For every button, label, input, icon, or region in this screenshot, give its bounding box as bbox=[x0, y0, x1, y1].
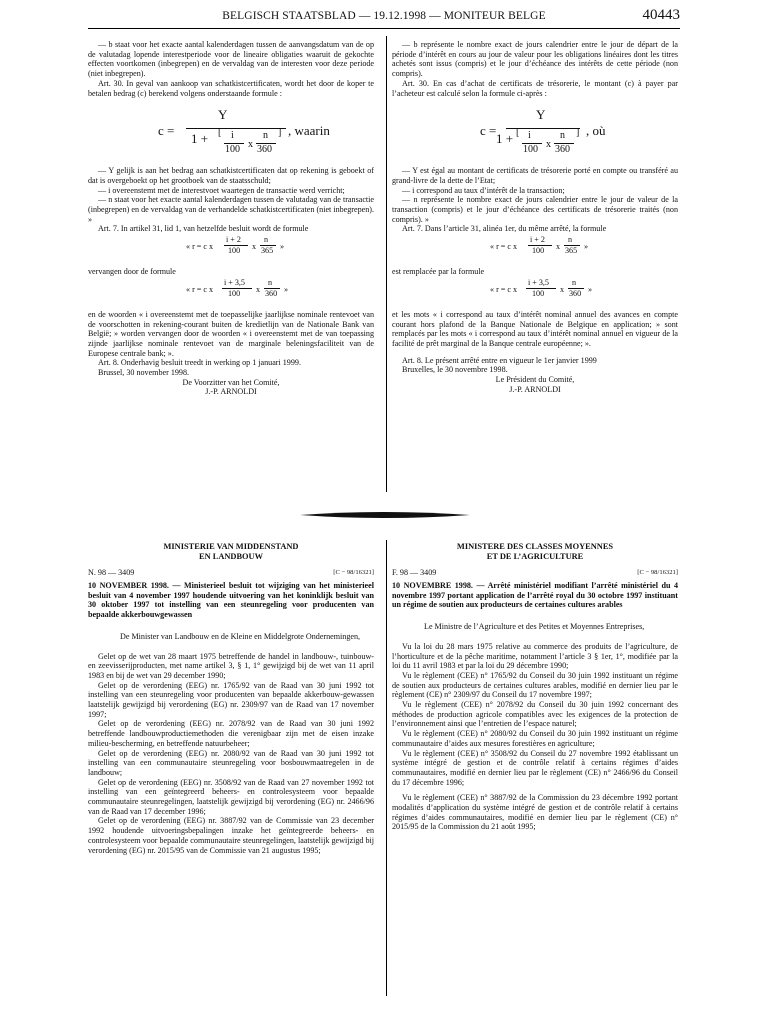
publication-number-row bbox=[392, 568, 678, 579]
paragraph: en de woorden « i overeenstemt met de toepasselijke jaarlijkse nominale rentevoet van de voorschotten in rekening-courant buiten de kredietlijn van de Nationale Bank van België; » worden vervangen door de woorden « i overeenstemt met de van toepassing zijnde jaarlijkse nominale rentevoet van de marginale beleningsfaciliteit van de Europese centrale bank; ». bbox=[88, 309, 374, 358]
paragraph: Art. 8. Onderhavig besluit treedt in werking op 1 januari 1999. bbox=[98, 358, 301, 368]
french-column-top bbox=[392, 40, 678, 394]
publication-number: F. 98 — 3409 bbox=[392, 568, 437, 577]
paragraph: Vu le règlement (CEE) n° 3887/92 de la Commission du 23 décembre 1992 portant modalités d’application du système intégré de gestion et de contrôle relatif à certains régimes d’aides communautaires, modifié en dernier lieu par le règlement (CE) n° 2015/95 de la Commission du 21 août 1995; bbox=[392, 793, 678, 832]
paragraph: Vu le règlement (CEE) n° 1765/92 du Conseil du 30 juin 1992 instituant un régime de soutien aux producteurs de certaines cultures arables, modifié en dernier lieu par le règlement (CE) n° 2309/97 du Conseil du 17 novembre 1997; bbox=[392, 670, 678, 700]
publication-number-row bbox=[88, 568, 374, 579]
signature-name: J.-P. ARNOLDI bbox=[205, 387, 257, 397]
paragraph: Vu le règlement (CEE) n° 2080/92 du Conseil du 30 juin 1992 instituant un régime communautaire d’aides aux mesures forestières en agriculture; bbox=[392, 729, 678, 748]
paragraph: Gelet op de verordening (EEG) nr. 3508/92 van de Raad van 27 november 1992 tot instelling van een geïntegreerd beheers- en controlesysteem voor bepaalde communautaire steunregelingen, laatstelijk gewijzigd bij verordening (EG) nr. 2466/96 van de Raad van 17 december 1996; bbox=[88, 777, 374, 816]
paragraph: Gelet op de wet van 28 maart 1975 betreffende de handel in landbouw-, tuinbouw- en zeevisserijproducten, met name artikel 3, § 1, 1° gewijzigd bij de wet van 11 april 1983 en bij de wet van 29 december 1990; bbox=[88, 651, 374, 680]
column-divider-top bbox=[386, 36, 387, 492]
minister-line: Le Ministre de l’Agriculture et des Petites et Moyennes Entreprises, bbox=[424, 622, 645, 632]
paragraph: est remplacée par la formule bbox=[392, 267, 485, 277]
ministry-name: MINISTERIE VAN MIDDENSTAND bbox=[163, 542, 299, 551]
formula-r-new: « r = c x i + 3,5 100 x n 360 » bbox=[490, 277, 593, 298]
paragraph: vervangen door de formule bbox=[88, 267, 176, 277]
publication-number: N. 98 — 3409 bbox=[88, 568, 135, 577]
signature-name: J.-P. ARNOLDI bbox=[509, 384, 561, 394]
paragraph: Gelet op de verordening (EEG) nr. 2080/92 van de Raad van 30 juni 1992 tot instelling van een communautaire steunregeling voor bosbouwmaatregelen in de landbouw; bbox=[88, 748, 374, 777]
ministry-name: MINISTERE DES CLASSES MOYENNES bbox=[456, 542, 614, 551]
reference-code: [C − 98/16321] bbox=[637, 569, 678, 576]
paragraph: Vu le règlement (CEE) n° 2078/92 du Conseil du 30 juin 1992 concernant des méthodes de production agricole compatibles avec les exigences de la protection de l’environnement ainsi que l’entretien de l’espace naturel; bbox=[392, 700, 678, 729]
column-divider-bottom bbox=[386, 540, 387, 996]
header-title: BELGISCH STAATSBLAD — 19.12.1998 — MONITEUR BELGE bbox=[222, 10, 546, 22]
ministry-name-line2: EN LANDBOUW bbox=[199, 552, 263, 561]
paragraph: Brussel, 30 november 1998. bbox=[98, 368, 190, 378]
signature-title: Le Président du Comité, bbox=[495, 375, 575, 385]
dutch-column-bottom bbox=[88, 542, 374, 855]
signature-title: De Voorzitter van het Comité, bbox=[182, 377, 280, 387]
paragraph: — n staat voor het exacte aantal kalenderdagen tussen de valutadag van de transactie (inbegrepen) en de vervaldag van de verhandelde schatkistcertificaten (niet inbegrepen). » bbox=[88, 195, 374, 224]
french-column-bottom bbox=[392, 542, 678, 832]
ministry-name-line2: ET DE L’AGRICULTURE bbox=[486, 552, 584, 561]
decree-title: 10 NOVEMBER 1998. — Ministerieel besluit tot wijziging van het ministerieel besluit van 4 november 1997 houdende uitvoering van het koninklijk besluit van 30 oktober 1997 tot instelling van een steunregeling voor producenten van bepaalde akkerbouwgewassen bbox=[88, 581, 374, 620]
paragraph: Art. 30. En cas d’achat de certificats de trésorerie, le montant (c) à payer par l’acheteur est calculé selon la formule ci-après : bbox=[392, 78, 678, 98]
formula-r-new: « r = c x i + 3,5 100 x n 360 » bbox=[186, 277, 289, 298]
paragraph: — b staat voor het exacte aantal kalenderdagen tussen de aanvangsdatum van de op de valutadag lopende interestperiode voor de lineaire obligaties waaruit de gekochte effecten voortkomen (inbegrepen) en de vervaldag van de interesten voor deze periode (niet inbegrepen). bbox=[88, 40, 374, 79]
formula-c: c = Y 1 + [ i n x 100 360 ] , où bbox=[480, 107, 606, 156]
paragraph: Gelet op de verordening (EEG) nr. 1765/92 van de Raad van 30 juni 1992 tot instelling van een steunregeling voor producenten van bepaalde akkerbouw-gewassen laatstelijk gewijzigd bij verordening (EG) nr. 2309/97 van de Raad van 17 november 1997; bbox=[88, 680, 374, 719]
paragraph: — n représente le nombre exact de jours calendrier entre le jour de valeur de la transaction (compris) et le jour d’échéance des certificats de trésorerie traités (non compris). » bbox=[392, 195, 678, 224]
reference-code: [C − 98/16321] bbox=[333, 569, 374, 576]
paragraph: — i overeenstemt met de interestvoet waartegen de transactie werd verricht; bbox=[98, 185, 345, 195]
paragraph: Art. 7. In artikel 31, lid 1, van hetzelfde besluit wordt de formule bbox=[98, 224, 309, 234]
dutch-column-top bbox=[88, 40, 374, 397]
formula-c: c = Y 1 + [ i n x 100 360 ] , waarin bbox=[158, 107, 330, 156]
paragraph: — b représente le nombre exact de jours calendrier entre le jour de départ de la période d’intérêt en cours au jour de valeur pour les obligations linéaires dont les titres achetés sont issus (compris) et le jour d’échéance des intérêts de cette période (non compris). bbox=[392, 40, 678, 79]
page-number: 40443 bbox=[642, 7, 680, 23]
minister-line: De Minister van Landbouw en de Kleine en Middelgrote Ondernemingen, bbox=[120, 631, 361, 641]
page-header bbox=[88, 6, 680, 29]
formula-r-old: « r = c x i + 2 100 x n 365 » bbox=[490, 235, 589, 256]
paragraph: Bruxelles, le 30 novembre 1998. bbox=[402, 365, 508, 375]
formula-r-old: « r = c x i + 2 100 x n 365 » bbox=[186, 235, 285, 256]
paragraph: Gelet op de verordening (EEG) nr. 2078/92 van de Raad van 30 juni 1992 betreffende landbouwproductiemethoden die verenigbaar zijn met de eisen inzake milieu-bescherming, en betreffende natuurbeheer; bbox=[88, 719, 374, 748]
section-divider-ornament bbox=[300, 508, 470, 522]
paragraph: — i correspond au taux d’intérêt de la transaction; bbox=[402, 185, 565, 195]
paragraph: Art. 7. Dans l’article 31, alinéa 1er, du même arrêté, la formule bbox=[402, 224, 607, 234]
paragraph: — Y gelijk is aan het bedrag aan schatkistcertificaten dat op rekening is geboekt of dat is overgeboekt op het grootboek van de staatsschuld; bbox=[88, 166, 374, 185]
decree-title: 10 NOVEMBRE 1998. — Arrêté ministériel modifiant l’arrêté ministériel du 4 novembre 1997 portant application de l’arrêté royal du 30 octobre 1997 instituant un régime de soutien aux producteurs de certaines cultures arables bbox=[392, 581, 678, 610]
paragraph: Gelet op de verordening (EEG) nr. 3887/92 van de Commissie van 23 december 1992 houdende uitvoeringsbepalingen inzake het geïntegreerde beheers- en controlesysteem voor bepaalde communautaire steunregelingen, laatstelijk gewijzigd bij verordening (EG) nr. 2015/95 van de Commissie van 21 augustus 1995; bbox=[88, 816, 374, 855]
paragraph: Vu la loi du 28 mars 1975 relative au commerce des produits de l’agriculture, de l’horticulture et de la pêche maritime, notamment l’article 3 § 1er, 1°, modifiée par la loi du 11 avril 1983 et par la loi du 29 décembre 1990; bbox=[392, 641, 678, 671]
paragraph: — Y est égal au montant de certificats de trésorerie porté en compte ou transféré au grand-livre de la dette de l’Etat; bbox=[392, 166, 678, 185]
paragraph: et les mots « i correspond au taux d’intérêt nominal annuel des avances en compte courant hors plafond de la Banque Nationale de Belgique en application; » sont remplacés par les mots « i correspond au taux d’intérêt nominal annuel en vigueur de la facilité de prêt marginal de la Banque centrale européenne; ». bbox=[392, 309, 678, 348]
paragraph: Art. 30. In geval van aankoop van schatkistcertificaten, wordt het door de koper te betalen bedrag (c) berekend volgens onderstaande formule : bbox=[88, 78, 374, 98]
paragraph: Art. 8. Le présent arrêté entre en vigueur le 1er janvier 1999 bbox=[402, 355, 597, 365]
paragraph: Vu le règlement (CEE) n° 3508/92 du Conseil du 27 novembre 1992 établissant un système intégré de gestion et de contrôle relatif à certains régimes d’aides communautaires, modifié en dernier lieu par le règlement (CE) n° 2466/96 du Conseil du 17 décembre 1996; bbox=[392, 748, 678, 787]
